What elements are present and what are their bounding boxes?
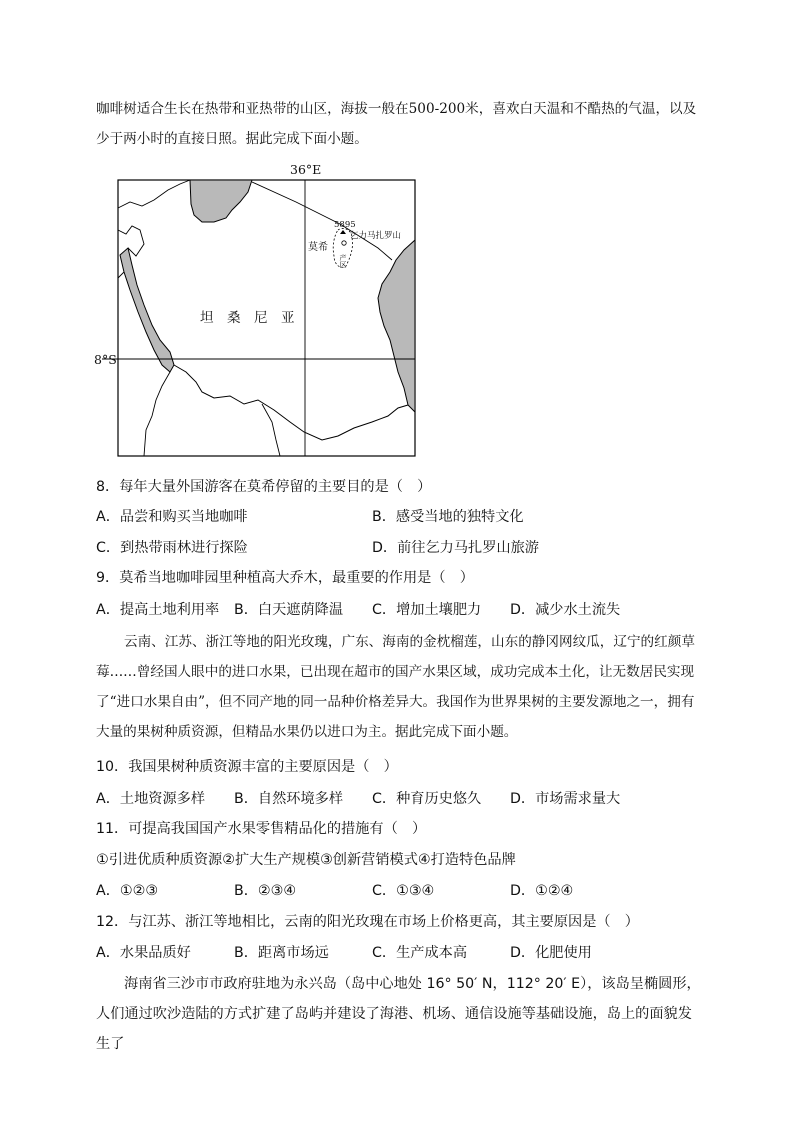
longitude-label: 36°E xyxy=(290,162,322,177)
q10-option-d: D．市场需求量大 xyxy=(510,791,621,807)
q8-option-a: A．品尝和购买当地咖啡 xyxy=(96,509,248,525)
q10-option-a: A．土地资源多样 xyxy=(96,791,206,807)
question-9-stem: 9．莫希当地咖啡园里种植高大乔木，最重要的作用是（ ） xyxy=(96,570,474,586)
intro-paragraph-island: 海南省三沙市市政府驻地为永兴岛（岛中心地处 16° 50′ N，112° 20′ E），该岛呈椭圆形，人们通过吹沙造陆的方式扩建了岛屿并建设了海港、机场、通信设施等基础设施，岛上的面貌发生了 xyxy=(96,976,701,1052)
q11-option-b: B．②③④ xyxy=(234,883,297,899)
question-12-stem: 12．与江苏、浙江等地相比，云南的阳光玫瑰在市场上价格更高，其主要原因是（ ） xyxy=(96,914,639,930)
question-8-stem: 8．每年大量外国游客在莫希停留的主要目的是（ ） xyxy=(96,479,432,495)
peak-name-label: 乞力马扎罗山 xyxy=(350,231,402,241)
q10-option-b: B．自然环境多样 xyxy=(234,791,344,807)
q9-option-a: A．提高土地利用率 xyxy=(96,602,220,618)
q9-option-b: B．白天遮荫降温 xyxy=(234,602,344,618)
intro-paragraph-coffee: 咖啡树适合生长在热带和亚热带的山区，海拔一般在500-200米，喜欢白天温和不酷热的气温，以及少于两小时的直接日照。据此完成下面小题。 xyxy=(96,101,697,147)
moshi-label: 莫希 xyxy=(308,242,328,253)
question-10-stem: 10．我国果树种质资源丰富的主要原因是（ ） xyxy=(96,759,398,775)
tanzania-map xyxy=(82,160,422,460)
q10-option-c: C．种育历史悠久 xyxy=(372,791,482,807)
q11-items: ①引进优质种质资源②扩大生产规模③创新营销模式④打造特色品牌 xyxy=(96,852,516,868)
question-11-stem: 11．可提高我国国产水果零售精品化的措施有（ ） xyxy=(96,821,427,837)
peak-elevation-label: 5895 xyxy=(334,220,356,230)
q8-option-b: B．感受当地的独特文化 xyxy=(372,509,524,525)
q11-option-d: D．①②④ xyxy=(510,883,574,899)
coffee-area-label: 产区 xyxy=(339,254,347,268)
intro-paragraph-fruit: 云南、江苏、浙江等地的阳光玫瑰，广东、海南的金枕榴莲，山东的静冈网纹瓜，辽宁的红颜草莓……曾经国人眼中的进口水果，已出现在超市的国产水果区域，成功完成本土化，让无数居民实现了“进口水果自由”，但不同产地的同一品种价格差异大。我国作为世界果树的主要发源地之一，拥有大量的果树种质资源，但精品水果仍以进口为主。据此完成下面小题。 xyxy=(96,634,695,740)
q8-option-c: C．到热带雨林进行探险 xyxy=(96,540,248,556)
q12-option-c: C．生产成本高 xyxy=(372,945,468,961)
q12-option-d: D．化肥使用 xyxy=(510,945,592,961)
q12-option-b: B．距离市场远 xyxy=(234,945,329,961)
q9-option-c: C．增加土壤肥力 xyxy=(372,602,482,618)
q12-option-a: A．水果品质好 xyxy=(96,945,191,961)
q11-option-c: C．①③④ xyxy=(372,883,435,899)
q8-option-d: D．前往乞力马扎罗山旅游 xyxy=(372,540,539,556)
q9-option-d: D．减少水土流失 xyxy=(510,602,621,618)
country-label: 坦 桑 尼 亚 xyxy=(200,310,295,326)
latitude-label: 8°S xyxy=(94,352,117,367)
q11-option-a: A．①②③ xyxy=(96,883,159,899)
